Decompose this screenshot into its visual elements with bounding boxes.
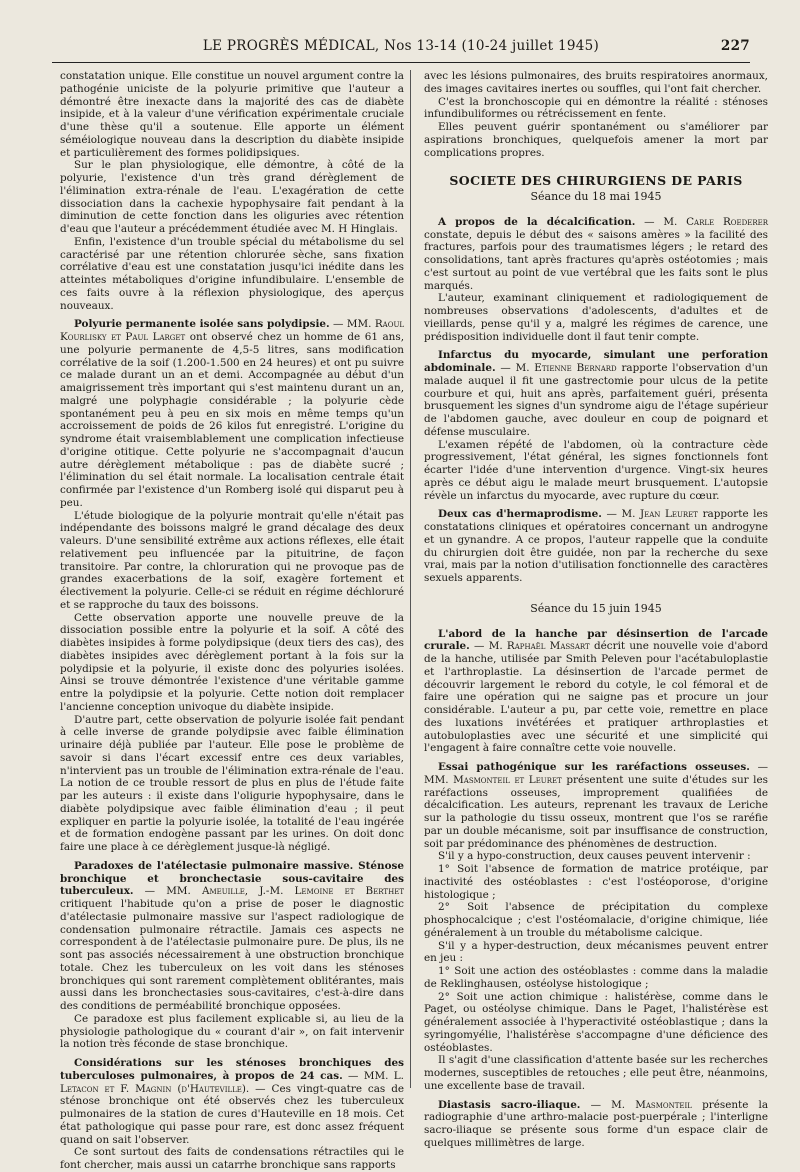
article-title: Essai pathogénique sur les raréfactions osseuses.	[438, 761, 750, 773]
article-authors: MM. Masmonteil et Leuret	[424, 773, 562, 786]
left-column	[60, 70, 404, 1172]
journal-title: LE PROGRÈS MÉDICAL, Nos 13-14 (10-24 juillet 1945)	[202, 38, 600, 54]
paragraph: Il s'agit d'une classification d'attente basée sur les recherches modernes, susceptibles de retouches ; elle peut être, néanmoins, une excellente base de travail.	[424, 1054, 768, 1092]
article-hanche: L'abord de la hanche par désinsertion de l'arcade crurale. — M. Raphaël Massart décrit une nouvelle voie d'abord de la hanche, utilisée par Smith Peleven pour l'acétabuloplastie et l'arthroplastie. La désinsertion de l'arcade permet de découvrir largement le rebord du cotyle, le col fémoral et de faire une opération qui ne saigne pas et procure un jour considérable. L'auteur a pu, par cette voie, remettre en place des luxations invétérées et pratiquer arthroplasties et autobuloplasties avec une sécurité et une simplicité qui l'engagent à faire connaître cette voie nouvelle.	[424, 627, 768, 755]
paragraph: 2° Soit une action chimique : halistérèse, comme dans le Paget, ou ostéolyse chimique. Dans le Paget, l'halistérèse est généralement associée à l'hyperactivité ostéoblastique ; dans la syringomyélie, l'halistérèse s'accompagne d'une déficience des ostéoblastes.	[424, 990, 768, 1054]
paragraph: Elles peuvent guérir spontanément ou s'améliorer par aspirations bronchiques, quelquefois amener la mort par complications propres.	[424, 121, 768, 159]
paragraph: Ce paradoxe est plus facilement explicable si, au lieu de la physiologie pathologique du « courant d'air », on fait intervenir la notion très féconde de stase bronchique.	[60, 1012, 404, 1051]
society-heading: SOCIETE DES CHIRURGIENS DE PARIS	[449, 173, 743, 189]
article-text: présente la radiographie d'une arthro-malacie post-puerpérale ; l'interligne sacro-iliaque se présente sous forme d'un espace clair de quelques millimètres de large.	[424, 1098, 769, 1149]
paragraph: L'auteur, examinant cliniquement et radiologiquement de nombreuses observations d'adolescents, d'adultes et de vieillards, pense qu'il y a, malgré les régimes de carence, une prédisposition individuelle dont il faut tenir compte.	[424, 292, 768, 343]
paragraph: Enfin, l'existence d'un trouble spécial du métabolisme du sel caractérisé par une rétention chlorurée sèche, sans fixation corrélative d'eau est une constatation jusqu'ici inédite dans les atteintes métaboliques d'origine infundibulaire. L'ensemble de ces faits ouvre à la réflexion physiologique, des aperçus nouveaux.	[60, 235, 404, 312]
article-text: décrit une nouvelle voie d'abord de la hanche, utilisée par Smith Peleven pour l'acétabuloplastie et l'arthroplastie. La désinsertion de l'arcade permet de découvrir largement le rebord du cotyle, le col fémoral et de faire une opération qui ne saigne pas et procure un jour considérable. L'auteur a pu, par cette voie, remettre en place des luxations invétérées et pratiquer arthroplasties et autobuloplasties avec une sécurité et une simplicité qui l'engagent à faire connaître cette voie nouvelle.	[424, 640, 768, 755]
article-title: Diastasis sacro-iliaque.	[438, 1098, 581, 1111]
article-title: Deux cas d'hermaprodisme.	[438, 508, 602, 521]
article-authors: MM. Raoul Kourlisky et Paul Larget	[60, 318, 404, 343]
article-infarctus: Infarctus du myocarde, simulant une perforation abdominale. — M. Etienne Bernard rapporte l'observation d'un malade auquel il fit une gastrectomie pour ulcus de la petite courbure et qui, huit ans après, parfaitement guéri, présenta brusquement les signes d'un syndrome aigu de l'étage supérieur de l'abdomen gauche, avec douleur en coup de poignard et défense musculaire.	[424, 349, 768, 438]
paragraph: S'il y a hyper-destruction, deux mécanismes peuvent entrer en jeu :	[424, 939, 768, 965]
right-column	[424, 70, 768, 1150]
article-authors: M. Jean Leuret	[621, 508, 698, 521]
header-rule	[52, 62, 750, 63]
paragraph: avec les lésions pulmonaires, des bruits respiratoires anormaux, des images cavitaires inertes ou souffles, qui l'ont fait chercher.	[424, 70, 768, 95]
article-text: critiquent l'habitude qu'on a prise de poser le diagnostic d'atélectasie pulmonaire massive sur l'aspect radiologique de condensation pulmonaire rétractile. Jamais ces aspects ne correspondent à de l'atélectasie pulmonaire pure. De plus, ils ne sont pas associés nécessairement à une obstruction bronchique totale. Chez les tuberculeux on les voit dans les sténoses bronchiques qui sont rarement complètement oblitérantes, mais aussi dans les bronchectasies sous-cavitaires, c'est-à-dire dans des conditions de perméabilité bronchique opposées.	[60, 898, 404, 1012]
paragraph: Cette observation apporte une nouvelle preuve de la dissociation possible entre la polyurie et la soif. A côté des diabètes insipides à forme polydipsique (deux tiers des cas), des diabètes insipides avec dérèglement portant à la fois sur la polydipsie et la polyurie, il existe donc des polyuries isolées. Ainsi se trouve démontrée l'existence d'une véritable gamme entre la polydipsie et la polyurie. Cette notion doit remplacer l'ancienne conception univoque du diabète insipide.	[60, 611, 404, 713]
article-rarefactions: Essai pathogénique sur les raréfactions osseuses. — MM. Masmonteil et Leuret présentent une suite d'études sur les raréfactions osseuses, improprement qualifiées de décalcification. Les auteurs, reprenant les travaux de Leriche sur la pathologie du tissu osseux, montrent que l'os se raréfie par un double mécanisme, soit par insuffisance de construction, soit par prédominance des phénomènes de destruction.	[424, 761, 768, 850]
article-atelectasie: Paradoxes de l'atélectasie pulmonaire massive. Sténose bronchique et bronchectasie sous-cavitaire des tuberculeux. — MM. Ameuille, J.-M. Lemoine et Berthet critiquent l'habitude qu'on a prise de poser le diagnostic d'atélectasie pulmonaire massive sur l'aspect radiologique de condensation pulmonaire rétractile. Jamais ces aspects ne correspondent à de l'atélectasie pulmonaire pure. De plus, ils ne sont pas associés nécessairement à une obstruction bronchique totale. Chez les tuberculeux on les voit dans les sténoses bronchiques qui sont rarement complètement oblitérantes, mais aussi dans les bronchectasies sous-cavitaires, c'est-à-dire dans des conditions de perméabilité bronchique opposées.	[60, 859, 404, 1012]
article-text: rapporte les constatations cliniques et opératoires concernant un androgyne et un gynandre. A ce propos, l'auteur rappelle que la conduite du chirurgien doit être guidée, non par la recherche du sexe vrai, mais par la notion d'utilisation fonctionnelle des caractères sexuels apparents.	[424, 508, 768, 584]
article-title: Polyurie permanente isolée sans polydipsie.	[74, 318, 330, 331]
paragraph: 2° Soit l'absence de précipitation du complexe phosphocalcique ; c'est l'ostéomalacie, d'origine chimique, liée généralement à un trouble du métabolisme calcique.	[424, 901, 768, 939]
article-text: ont observé chez un homme de 61 ans, une polyurie permanente de 4,5-5 litres, sans modification corrélative de la soif (1.200-1.500 en 24 heures) et ont pu suivre ce malade durant un an et demi. Accompagnée au début d'un amaigrissement très important qui s'est maintenu durant un an, malgré une polyphagie considérable ; la polyurie cède spontanément peu à peu en six mois en même temps qu'un accroissement de poids de 26 kilos fut enregistré. L'origine du syndrome était vraisemblablement une complication infectieuse d'origine otitique. Cette polyurie ne s'accompagnait d'aucun autre dérèglement métabolique : pas de diabète sucré ; l'élimination du sel était normale. La localisation centrale était confirmée par l'existence d'un Romberg isolé qui disparut peu à peu.	[60, 331, 405, 509]
article-text: constate, depuis le début des « saisons amères » la facilité des fractures, parfois pour des traumatismes légers ; le retard des consolidations, tant après fractures qu'après ostéotomies ; mais c'est surtout au point de vue vertébral que les faits sont le plus marqués.	[424, 228, 768, 292]
paragraph: 1° Soit une action des ostéoblastes : comme dans la maladie de Reklinghausen, ostéolyse histologique ;	[424, 965, 768, 990]
running-header	[52, 36, 750, 58]
article-title: A propos de la décalcification.	[438, 215, 636, 228]
article-title: Infarctus du myocarde, simulant une perforation abdominale.	[424, 349, 768, 374]
article-authors: MM. L. Letacon et F. Magnin (d'Hauteville).	[60, 1069, 404, 1095]
page-number: 227	[720, 38, 750, 54]
article-stenoses: Considérations sur les sténoses bronchiques des tuberculoses pulmonaires, à propos de 24 cas. — MM. L. Letacon et F. Magnin (d'Hauteville). — Ces vingt-quatre cas de sténose bronchique ont été observés chez les tuberculeux pulmonaires de la station de cures d'Hauteville en 18 mois. Cet état pathologique qui passe pour rare, est donc assez fréquent quand on sait l'observer.	[60, 1057, 405, 1146]
article-authors: M. Carle Roederer	[663, 215, 768, 228]
paragraph: D'autre part, cette observation de polyurie isolée fait pendant à celle inverse de grande polydipsie avec faible élimination urinaire déjà publiée par l'auteur. Elle pose le problème de savoir si dans l'écart excessif entre ces deux variables, n'intervient pas un trouble de l'élimination extra-rénale de l'eau. La notion de ce trouble ressort de plus en plus de l'étude faite par les auteurs : il existe dans l'oligurie hypophysaire, dans le diabète polydipsique avec faible élimination d'eau ; il peut expliquer en partie la polyurie isolée, la totalité de l'eau ingérée et de formation endogène passant par les urines. On doit donc faire une place à ce dérèglement jusque-là négligé.	[60, 713, 404, 853]
article-authors: MM. Ameuille, J.-M. Lemoine et Berthet	[166, 885, 404, 898]
article-authors: M. Etienne Bernard	[515, 362, 617, 374]
paragraph: S'il y a hypo-construction, deux causes peuvent intervenir :	[438, 850, 751, 863]
paragraph: constatation unique. Elle constitue un nouvel argument contre la pathogénie uniciste de la polyurie primitive que l'auteur a démontré être inexacte dans la majorité des cas de diabète insipide, et à la valeur d'une vérification expérimentale cruciale d'une thèse qu'il a soutenue. Elle apporte un élément séméiologique nouveau dans la description du diabète insipide et particulièrement des formes polidipsiques.	[60, 70, 404, 159]
article-text: présentent une suite d'études sur les raréfactions osseuses, improprement qualifiées de décalcification. Les auteurs, reprenant les travaux de Leriche sur la pathologie du tissu osseux, montrent que l'os se raréfie par un double mécanisme, soit par insuffisance de construction, soit par prédominance des phénomènes de destruction.	[424, 773, 768, 850]
column-divider	[410, 70, 411, 1088]
article-text: Ces vingt-quatre cas de sténose bronchique ont été observés chez les tuberculeux pulmonaires de la station de cures d'Hauteville en 18 mois. Cet état pathologique qui passe pour rare, est donc assez fréquent quand on sait l'observer.	[60, 1082, 405, 1146]
paragraph: 1° Soit l'absence de formation de matrice protéique, par inactivité des ostéoblastes : c'est l'ostéoporose, d'origine histologique ;	[424, 863, 768, 901]
paragraph: C'est la bronchoscopie qui en démontre la réalité : sténoses infundibuliformes ou rétrécissement en fente.	[424, 95, 768, 121]
article-title: Paradoxes de l'atélectasie pulmonaire massive. Sténose bronchique et bronchectasie sous-cavitaire des tuberculeux.	[60, 859, 404, 898]
session-date: Séance du 18 mai 1945	[530, 190, 662, 203]
paragraph: L'étude biologique de la polyurie montrait qu'elle n'était pas indépendante des boissons malgré le grand décalage des deux valeurs. D'une sensibilité extrême aux actions réflexes, elle était relativement peu influencée par la pituitrine, de façon transitoire. Par contre, la chloruration qui ne provoque pas de grandes exacerbations de la soif, exagère fortement et électivement la polyurie. Celle-ci se réduit en régime déchloruré et se rapproche du taux des boissons.	[60, 509, 404, 611]
article-text: rapporte l'observation d'un malade auquel il fit une gastrectomie pour ulcus de la petite courbure et qui, huit ans après, parfaitement guéri, présenta brusquement les signes d'un syndrome aigu de l'étage supérieur de l'abdomen gauche, avec douleur en coup de poignard et défense musculaire.	[424, 362, 768, 438]
article-diastasis: Diastasis sacro-iliaque. — M. Masmonteil présente la radiographie d'une arthro-malacie post-puerpérale ; l'interligne sacro-iliaque se présente sous forme d'un espace clair de quelques millimètres de large.	[424, 1098, 769, 1149]
session-date: Séance du 15 juin 1945	[530, 601, 662, 615]
paragraph: L'examen répété de l'abdomen, où la contracture cède progressivement, l'état général, les signes fonctionnels font écarter l'idée d'une intervention d'urgence. Vingt-six heures après ce début aigu le malade meurt brusquement. L'autopsie révèle un infarctus du myocarde, avec rupture du cœur.	[424, 438, 768, 502]
article-authors: M. Masmonteil	[611, 1098, 692, 1111]
article-decalcification: A propos de la décalcification. — M. Carle Roederer constate, depuis le début des « saisons amères » la facilité des fractures, parfois pour des traumatismes légers ; le retard des consolidations, tant après fractures qu'après ostéotomies ; mais c'est surtout au point de vue vertébral que les faits sont le plus marqués.	[424, 215, 768, 292]
article-polyurie: Polyurie permanente isolée sans polydipsie. — MM. Raoul Kourlisky et Paul Larget ont observé chez un homme de 61 ans, une polyurie permanente de 4,5-5 litres, sans modification corrélative de la soif (1.200-1.500 en 24 heures) et ont pu suivre ce malade durant un an et demi. Accompagnée au début d'un amaigrissement très important qui s'est maintenu durant un an, malgré une polyphagie considérable ; la polyurie cède spontanément peu à peu en six mois en même temps qu'un accroissement de poids de 26 kilos fut enregistré. L'origine du syndrome était vraisemblablement une complication infectieuse d'origine otitique. Cette polyurie ne s'accompagnait d'aucun autre dérèglement métabolique : pas de diabète sucré ; l'élimination du sel était normale. La localisation centrale était confirmée par l'existence d'un Romberg isolé qui disparut peu à peu.	[60, 318, 405, 509]
article-title: Considérations sur les sténoses bronchiques des tuberculoses pulmonaires, à propos de 24 cas.	[60, 1057, 404, 1082]
article-hermaprodisme: Deux cas d'hermaprodisme. — M. Jean Leuret rapporte les constatations cliniques et opératoires concernant un androgyne et un gynandre. A ce propos, l'auteur rappelle que la conduite du chirurgien doit être guidée, non par la recherche du sexe vrai, mais par la notion d'utilisation fonctionnelle des caractères sexuels apparents.	[424, 508, 768, 584]
article-authors: M. Raphaël Massart	[488, 640, 590, 653]
paragraph: Ce sont surtout des faits de condensations rétractiles qui le font chercher, mais aussi un catarrhe bronchique sans rapports	[60, 1146, 404, 1171]
paragraph: Sur le plan physiologique, elle démontre, à côté de la polyurie, l'existence d'un très grand dérèglement de l'élimination extra-rénale de l'eau. L'exagération de cette dissociation dans la cachexie hypophysaire fait pendant à la diminution de cette fonction dans les oliguries avec rétention d'eau que l'auteur a précédemment étudiée avec M. H Hinglais.	[60, 159, 404, 235]
article-title: L'abord de la hanche par désinsertion de l'arcade crurale.	[424, 627, 768, 653]
